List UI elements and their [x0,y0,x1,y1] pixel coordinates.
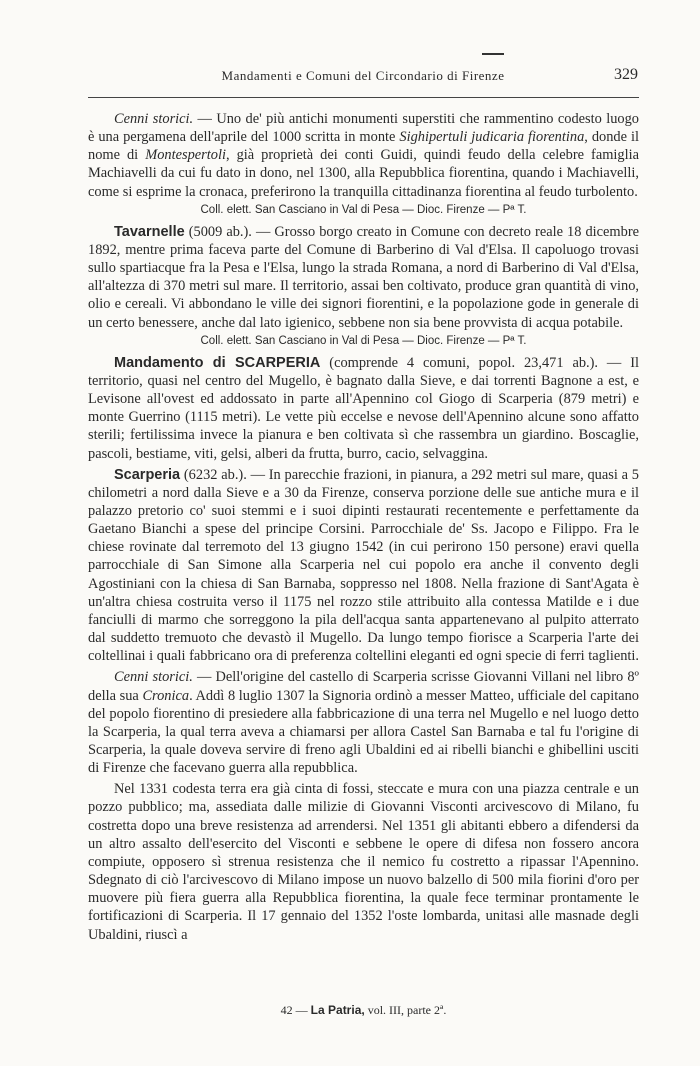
italic-span: Montespertoli [145,147,226,164]
text-span: (6232 ab.). — In parecchie frazioni, in pianura, a 292 metri sul mare, quasi a 5 chilometri a nord dalla Sieve e a 30 da Firenze, conserva porzione delle sue antiche mura e il palazzo pretorio co' suoi stemmi e i suoi dipinti restaurati recentemente e perfettamente da Gaetano Bianchi a spese del principe Corsini. Parrocchiale de' Ss. Jacopo e Filippo. Fra le chiese rovinate dal terremoto del 13 giugno 1542 (in cui perirono 150 persone) eravi quella parrocchiale di San Simone alla Scarperia nel cui popolo era anche il convento degli Agostiniani con la chiesa di San Barnaba, soppresso nel 1808. Nella frazione di Sant'Agata è un'altra chiesa costruita verso il 1175 nel rozzo stile attribuito alla contessa Matilde e i due fanciulli di marmo che sorreggono la pila dell'acqua santa appartenevano al pulpito atterrato dal suddetto tremuoto che devastò il Mugello. Da lungo tempo fiorisce a Scarperia l'arte dei coltellinai i quali fabbricano ora di preferenza coltellini eleganti ed ogni specie di ferri taglienti. [88,466,640,665]
text-span: . Addì 8 luglio 1307 la Signoria ordinò a messer Matteo, ufficiale del capitano del popolo fiorentino di presiedere alla fabbricazione di una terra nel Mugello e nel luogo detto la Scarperia, la qual terra aveva a chiamarsi per allora Castel San Barnaba e tal fu l'origine di Scarperia, la quale doveva servire di freno agli Ubaldini ed ai ribelli bianchi e ghibellini usciti di Firenze che facevano guerra alla repubblica. [88,687,639,777]
running-header [88,66,638,88]
italic-span: Cenni storici. [114,669,193,686]
entry-heading: Scarperia [114,466,181,483]
header-title: Mandamenti e Comuni del Circondario di Firenze [221,68,505,83]
page-number: 329 [614,66,638,83]
entry-heading: Mandamento di SCARPERIA [114,354,321,371]
footer-journal: La Patria, [310,1003,365,1017]
text-span: , già proprietà dei conti Guidi, quindi feudo della celebre famiglia Machiavelli da cui fu dato in dono, nel 1300, alla Repubblica fiorentina, quando i Machiavelli, come si esprime la cronaca, preferirono la tranquilla cittadinanza fiorentina al feudo turbolento. [88,147,639,200]
footer-sheet: 42 — [280,1003,308,1017]
body-text [88,110,639,944]
text-span: , donde il nome di [88,129,639,164]
italic-span: Cenni storici. [114,111,194,127]
entry-heading: Tavarnelle [114,223,185,240]
collegio-line: Coll. elett. San Casciano in Val di Pesa — Dioc. Firenze — Pª T. [200,334,527,347]
text-span: (5009 ab.). — Grosso borgo creato in Comune con decreto reale 18 dicembre 1892, mentre prima faceva parte del Comune di Barberino di Val d'Elsa. Il capoluogo trovasi sullo spartiacque fra la Pesa e l'Elsa, lungo la strada Romana, a nord di Barberino di Val d'Elsa, all'altezza di 370 metri sul mare. Il territorio, assai ben coltivato, produce gran quantità di vino, olio e cereali. Vi abbondano le ville dei signori fiorentini, e la popolazione gode in generale di un certo benessere, anche dal lato igienico, sebbene non sia bene provvista di acqua potabile. [88,223,639,331]
footer [88,1003,639,1018]
paragraph [88,466,639,666]
italic-span: Sighipertuli judicaria fiorentina [399,129,585,146]
paragraph [88,780,639,943]
decorative-dash [482,53,504,55]
paragraph [88,223,639,332]
header-rule [88,97,639,98]
text-span: (comprende 4 comuni, popol. 23,471 ab.). — Il territorio, quasi nel centro del Mugello, è bagnato dalla Sieve, e dai torrenti Bagnone a est, e Levisone all'ovest ed addossato in parte all'Apennino col Giogo di Scarperia (879 metri) e monte Guerrino (1115 metri). Le vette più eccelse e nevose dell'Apennino alcune sono affatto sterili; fertilissima invece la pianura e ben coltivata sì che rassembra un giardino. Boscaglie, pascoli, bestiame, viti, gelsi, alberi da frutta, burro, cacio, selvaggina. [88,354,640,462]
text-span: — Dell'origine del castello di Scarperia scrisse Giovanni Villani nel libro 8º della sua [88,669,639,704]
text-span: Nel 1331 codesta terra era già cinta di fossi, steccate e mura con una piazza centrale e un pozzo pubblico; ma, assediata dalle milizie di Giovanni Visconti arcivescovo di Milano, fu costretta dopo una breve resistenza ad arrendersi. Nel 1351 gli abitanti ebbero a difendersi da un altro assalto dell'esercito del Visconti e sebbene le opere di difesa non fossero ancora compiute, opposero sì strenua resistenza che il nemico fu costretto a ripassar l'Apennino. Sdegnato di ciò l'arcivescovo di Milano impose un nuovo balzello di 500 mila fiorini d'oro per muovere più fiera guerra alla Repubblica fiorentina, la quale fece terminar prontamente le fortificazioni di Scarperia. Il 17 gennaio del 1352 l'oste lombarda, unitasi alle masnade degli Ubaldini, riuscì a [88,781,639,943]
paragraph [88,110,639,201]
footer-volume: vol. III, parte 2ª. [367,1003,447,1017]
paragraph [88,668,639,777]
text-span: — Uno de' più antichi monumenti superstiti che rammentino codesto luogo è una pergamena dell'aprile del 1000 scritta in monte [88,111,639,146]
collegio-line: Coll. elett. San Casciano in Val di Pesa — Dioc. Firenze — Pª T. [200,203,527,216]
paragraph [88,354,639,463]
italic-span: Cronica [142,687,190,704]
